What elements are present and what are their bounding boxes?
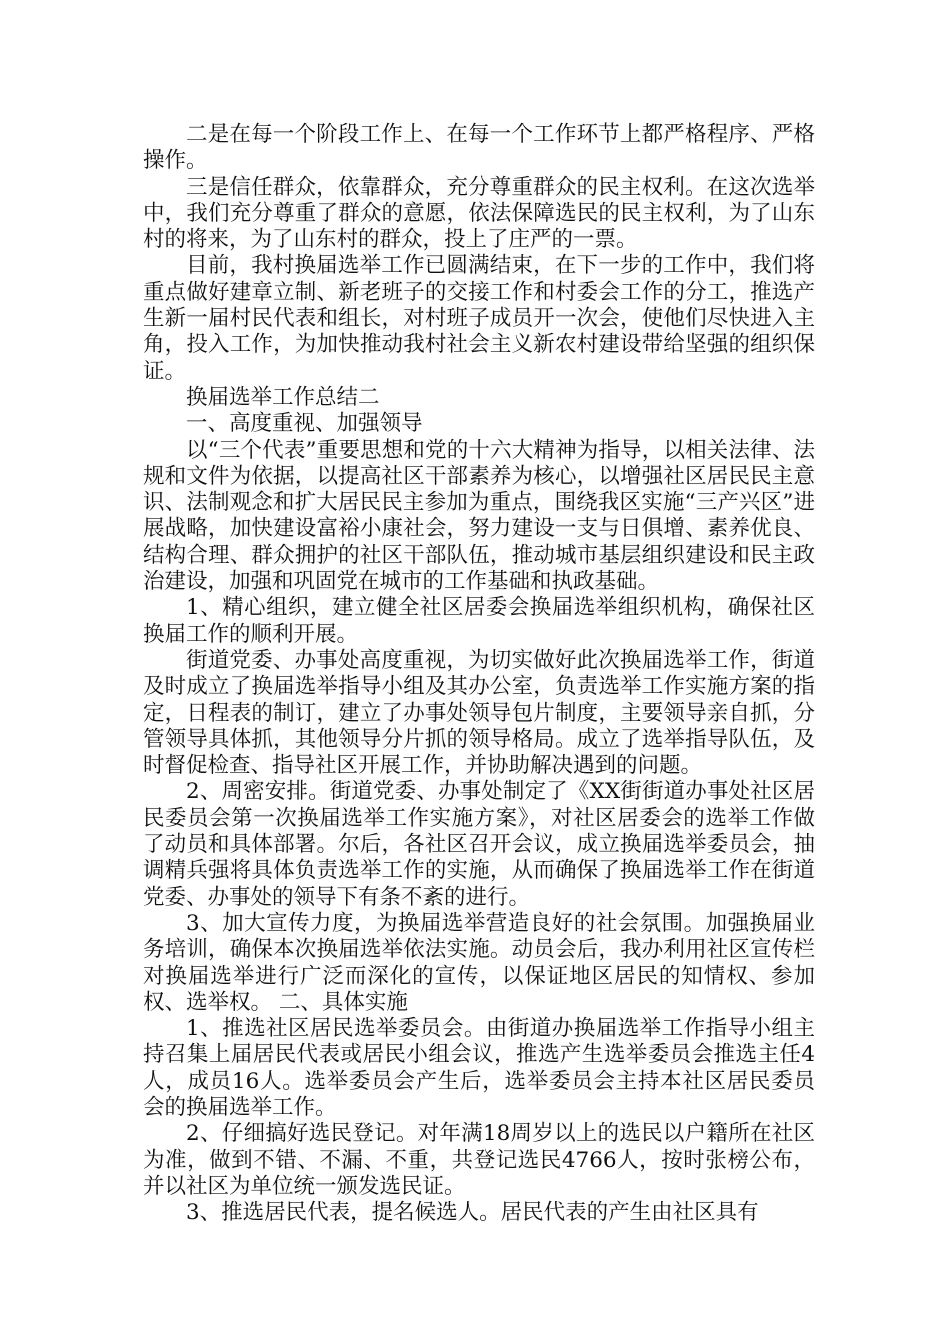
paragraph-item-publicity: 3、加大宣传力度，为换届选举营造良好的社会氛围。加强换届业务培训，确保本次换届选举依法实施。动员会后，我办利用社区宣传栏对换届选举进行广泛而深化的宣传，以保证地区居民的知情权、参加权、选举权。 二、具体实施 [143,910,815,1015]
paragraph-strict-procedure: 二是在每一个阶段工作上、在每一个工作环节上都严格程序、严格操作。 [143,122,815,174]
paragraph-item-organize: 1、精心组织，建立健全社区居委会换届选举组织机构，确保社区换届工作的顺利开展。 [143,595,815,647]
paragraph-item-election-committee: 1、推选社区居民选举委员会。由街道办换届选举工作指导小组主持召集上届居民代表或居民小组会议，推选产生选举委员会推选主任4人，成员16人。选举委员会产生后，选举委员会主持本社区居民委员会的换届选举工作。 [143,1016,815,1120]
paragraph-next-steps: 目前，我村换届选举工作已圆满结束，在下一步的工作中，我们将重点做好建章立制、新老班子的交接工作和村委会工作的分工，推选产生新一届村民代表和组长，对村班子成员开一次会，使他们尽快进入主角，投入工作，为加快推动我村社会主义新农村建设带给坚强的组织保证。 [143,253,815,384]
paragraph-item-voter-registration: 2、仔细搞好选民登记。对年满18周岁以上的选民以户籍所在社区为准，做到不错、不漏、不重，共登记选民4766人，按时张榜公布，并以社区为单位统一颁发选民证。 [143,1121,815,1199]
paragraph-street-committee: 街道党委、办事处高度重视，为切实做好此次换届选举工作，街道及时成立了换届选举指导小组及其办公室，负责选举工作实施方案的指定，日程表的制订，建立了办事处领导包片制度，主要领导亲自抓，分管领导具体抓，其他领导分片抓的领导格局。成立了选举指导队伍，及时督促检查、指导社区开展工作，并协助解决遇到的问题。 [143,647,815,779]
paragraph-trust-masses: 三是信任群众，依靠群众，充分尊重群众的民主权利。在这次选举中，我们充分尊重了群众的意愿，依法保障选民的民主权利，为了山东村的将来，为了山东村的群众，投上了庄严的一票。 [143,174,815,253]
paragraph-item-representatives: 3、推选居民代表，提名候选人。居民代表的产生由社区具有 [186,1200,759,1226]
section-title-summary-two: 换届选举工作总结二 [186,384,380,410]
paragraph-item-arrangement: 2、周密安排。街道党委、办事处制定了《XX街街道办事处社区居民委员会第一次换届选举工作实施方案》，对社区居委会的选举工作做了动员和具体部署。尔后，各社区召开会议，成立换届选举委员会，抽调精兵强将具体负责选举工作的实施，从而确保了换届选举工作在街道党委、办事处的领导下有条不紊的进行。 [143,779,815,910]
document-body [143,122,815,1226]
paragraph-guiding-principles: 以“三个代表”重要思想和党的十六大精神为指导，以相关法律、法规和文件为依据，以提高社区干部素养为核心，以增强社区居民民主意识、法制观念和扩大居民民主参加为重点，围绕我区实施“三产兴区”进展战略，加快建设富裕小康社会，努力建设一支与日俱增、素养优良、结构合理、群众拥护的社区干部队伍，推动城市基层组织建设和民主政治建设，加强和巩固党在城市的工作基础和执政基础。 [143,437,815,595]
section-heading-leadership: 一、高度重视、加强领导 [186,411,423,437]
